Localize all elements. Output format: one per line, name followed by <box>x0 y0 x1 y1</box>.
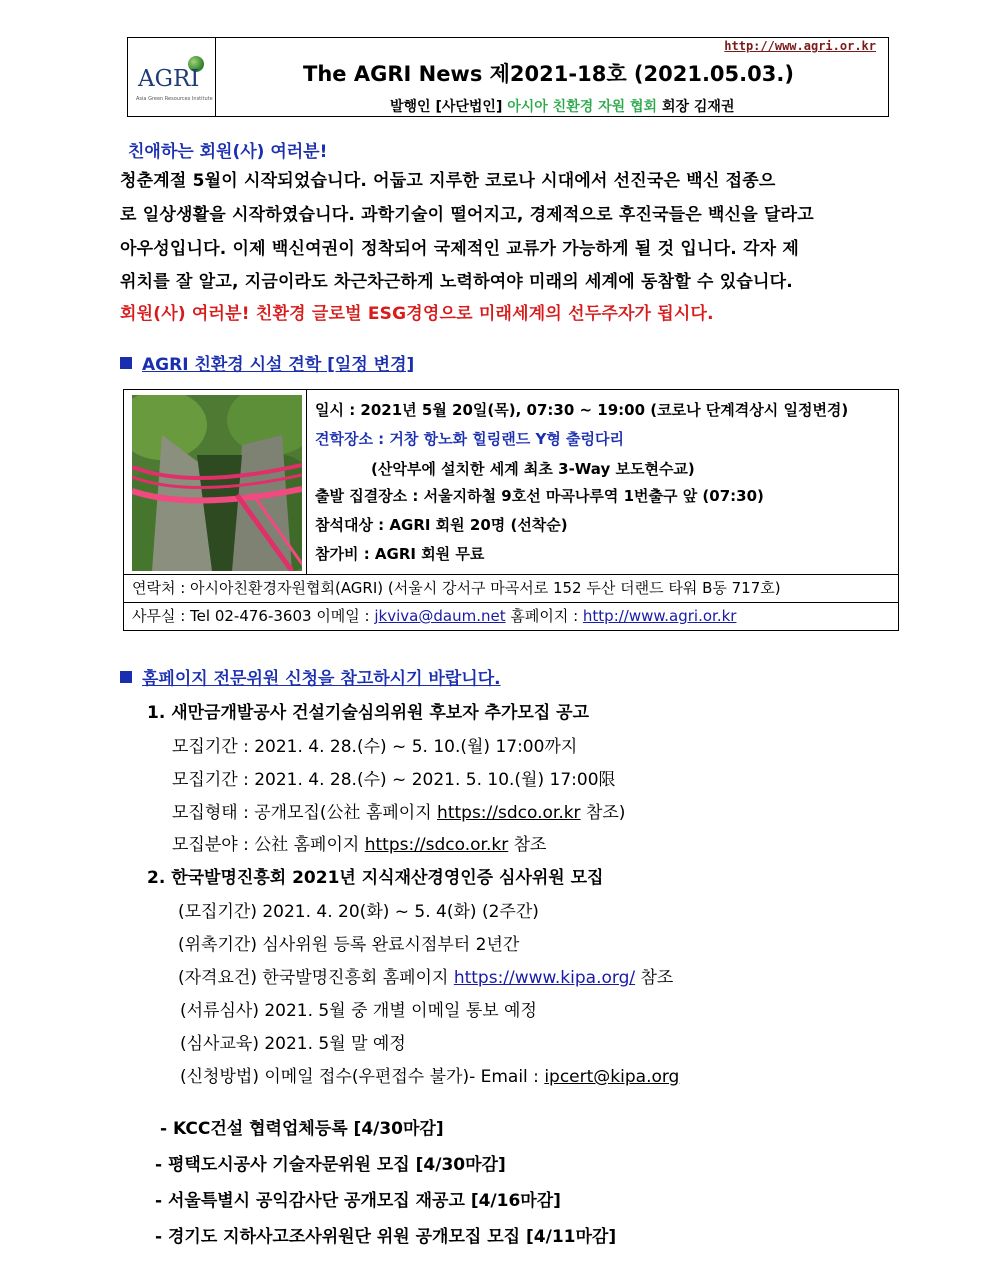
square-bullet-icon <box>120 671 132 683</box>
bridge-photo <box>132 395 302 571</box>
intro-line: 위치를 잘 알고, 지금이라도 차근차근하게 노력하여야 미래의 세계에 동참할 수 있습니다. <box>120 272 793 292</box>
publisher-suffix: 회장 김재권 <box>657 99 735 115</box>
event-contact: 연락처 : 아시아친환경자원협회(AGRI) (서울시 강서구 마곡서로 152 두산 더랜드 타워 B동 717호) <box>124 574 898 601</box>
bridge-illustration <box>132 395 302 571</box>
greeting: 친애하는 회원(사) 여러분! <box>128 142 328 162</box>
logo-subtitle: Asia Green Resources Institute <box>136 96 213 102</box>
section-1-title: AGRI 친환경 시설 견학 [일정 변경] <box>120 350 414 375</box>
intro-line: 로 일상생활을 시작하였습니다. 과학기술이 떨어지고, 경제적으로 후진국들은 백신을 달라고 <box>120 205 814 225</box>
notice-item: - 평택도시공사 기술자문위원 모집 [4/30마감] <box>155 1155 506 1175</box>
email-link[interactable]: jkviva@daum.net <box>374 607 506 625</box>
home-label: 홈페이지 : <box>505 607 583 625</box>
item-1-line: 모집기간 : 2021. 4. 28.(수) ~ 5. 10.(월) 17:00까지 <box>172 737 578 757</box>
square-bullet-icon <box>120 357 132 369</box>
item-1-title: 1. 새만금개발공사 건설기술심의위원 후보자 추가모집 공고 <box>147 703 590 723</box>
event-office-row <box>124 602 898 629</box>
item-2-line: (심사교육) 2021. 5월 말 예정 <box>180 1034 406 1054</box>
kipa-link[interactable]: https://www.kipa.org/ <box>453 968 636 988</box>
logo <box>128 38 216 116</box>
ipcert-email-link[interactable]: ipcert@kipa.org <box>544 1067 680 1087</box>
intro-line: 아우성입니다. 이제 백신여권이 정착되어 국제적인 교류가 가능하게 될 것 입니다. 각자 제 <box>120 239 800 259</box>
notice-item: - 서울특별시 공익감사단 공개모집 재공고 [4/16마감] <box>155 1191 561 1211</box>
item-2-line: (위촉기간) 심사위원 등록 완료시점부터 2년간 <box>178 935 520 955</box>
item-2-apply: (신청방법) 이메일 접수(우편접수 불가)- Email : ipcert@kipa.org <box>180 1067 680 1087</box>
homepage-link[interactable]: http://www.agri.or.kr <box>582 607 737 625</box>
item-2-requirements: (자격요건) 한국발명진흥회 홈페이지 https://www.kipa.org/ 참조 <box>178 968 674 988</box>
logo-text: AGRI <box>138 66 200 92</box>
event-info <box>306 390 900 574</box>
sdco-link[interactable]: https://sdco.or.kr <box>437 803 581 823</box>
sdco-link[interactable]: https://sdco.or.kr <box>364 835 509 855</box>
item-1-field: 모집분야 : 公社 홈페이지 https://sdco.or.kr 참조 <box>172 835 547 855</box>
event-place: 견학장소 : 거창 항노화 힐링랜드 Y형 출렁다리 <box>315 430 625 448</box>
notice-item: - KCC건설 협력업체등록 [4/30마감] <box>160 1119 444 1139</box>
event-meeting-point: 출발 집결장소 : 서울지하철 9호선 마곡나루역 1번출구 앞 (07:30) <box>315 487 764 505</box>
header-url-link[interactable]: http://www.agri.or.kr <box>724 39 876 53</box>
event-date: 일시 : 2021년 5월 20일(목), 07:30 ~ 19:00 (코로나 단계격상시 일정변경) <box>315 401 849 419</box>
notice-item: - 경기도 지하사고조사위원단 위원 공개모집 모집 [4/11마감] <box>155 1227 617 1247</box>
item-1-line: 모집기간 : 2021. 4. 28.(수) ~ 2021. 5. 10.(월) 17:00限 <box>172 770 616 790</box>
intro-line: 청춘계절 5월이 시작되었습니다. 어둡고 지루한 코로나 시대에서 선진국은 백신 접종으 <box>120 171 776 191</box>
publisher-line <box>390 96 734 116</box>
event-fee: 참가비 : AGRI 회원 무료 <box>315 545 485 563</box>
item-2-line: (모집기간) 2021. 4. 20(화) ~ 5. 4(화) (2주간) <box>178 902 539 922</box>
event-box <box>123 389 899 631</box>
item-2-line: (서류심사) 2021. 5월 중 개별 이메일 통보 예정 <box>180 1001 537 1021</box>
newsletter-header <box>127 37 889 117</box>
office-tel: 사무실 : Tel 02-476-3603 이메일 : <box>132 607 375 625</box>
section-2-title: 홈페이지 전문위원 신청을 참고하시기 바랍니다. <box>120 664 501 689</box>
newsletter-title: The AGRI News 제2021-18호 (2021.05.03.) <box>303 62 794 86</box>
item-1-form: 모집형태 : 공개모집(公社 홈페이지 https://sdco.or.kr 참조) <box>172 803 626 823</box>
event-target: 참석대상 : AGRI 회원 20명 (선착순) <box>315 516 568 534</box>
event-place-note: (산악부에 설치한 세계 최초 3-Way 보도현수교) <box>371 460 695 478</box>
item-2-title: 2. 한국발명진흥회 2021년 지식재산경영인증 심사위원 모집 <box>147 868 604 888</box>
intro-highlight: 회원(사) 여러분! 친환경 글로벌 ESG경영으로 미래세계의 선두주자가 됩시다. <box>120 304 714 324</box>
publisher-prefix: 발행인 [사단법인] <box>390 99 508 115</box>
publisher-org: 아시아 친환경 자원 협회 <box>507 99 658 115</box>
